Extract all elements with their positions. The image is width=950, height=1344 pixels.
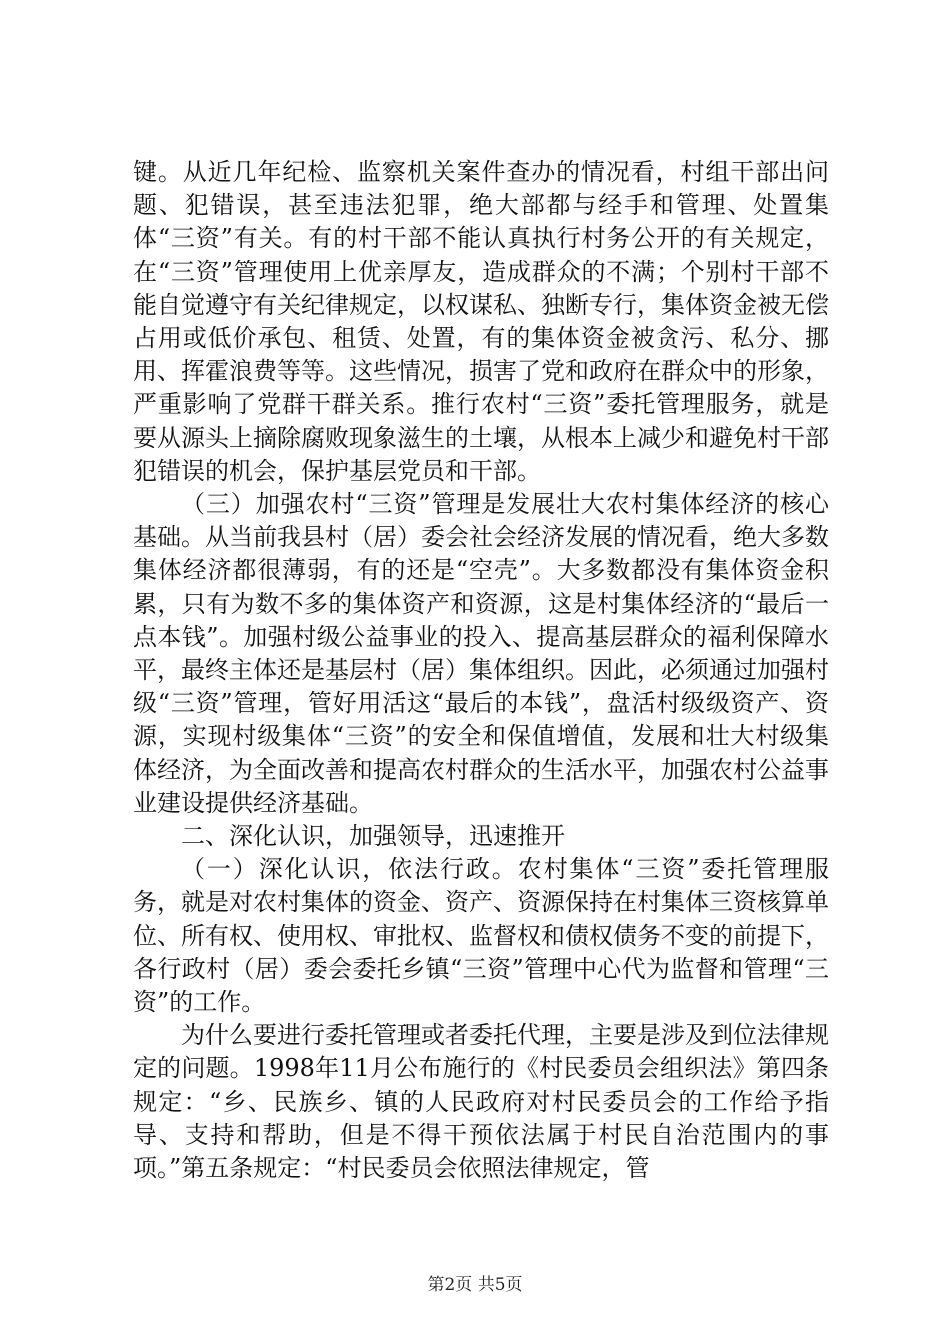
- document-body: [133, 156, 829, 1185]
- paragraph-legal-basis: 为什么要进行委托管理或者委托代理，主要是涉及到位法律规定的问题。1998年11月公布施行的《村民委员会组织法》第四条规定：“乡、民族乡、镇的人民政府对村民委员会的工作给予指导、支持和帮助，但是不得干预依法属于村民自治范围内的事项。”第五条规定：“村民委员会依照法律规定，管: [133, 1021, 829, 1183]
- paragraph-subsection-one: （一）深化认识，依法行政。农村集体“三资”委托管理服务，就是对农村集体的资金、资产、资源保持在村集体三资核算单位、所有权、使用权、审批权、监督权和债权债务不变的前提下，各行政村（居）委会委托乡镇“三资”管理中心代为监督和管理“三资”的工作。: [133, 855, 829, 1017]
- section-heading-two: 二、深化认识，加强领导，迅速推开: [181, 822, 565, 851]
- paragraph-continuation: 键。从近几年纪检、监察机关案件查办的情况看，村组干部出问题、犯错误，甚至违法犯罪，绝大部都与经手和管理、处置集体“三资”有关。有的村干部不能认真执行村务公开的有关规定，在“三资”管理使用上优亲厚友，造成群众的不满；个别村干部不能自觉遵守有关纪律规定，以权谋私、独断专行，集体资金被无偿占用或低价承包、租赁、处置，有的集体资金被贪污、私分、挪用、挥霍浪费等等。这些情况，损害了党和政府在群众中的形象，严重影响了党群干群关系。推行农村“三资”委托管理服务，就是要从源头上摘除腐败现象滋生的土壤，从根本上减少和避免村干部犯错误的机会，保护基层党员和干部。: [133, 158, 829, 485]
- page-number-footer: 第2页 共5页: [427, 1275, 523, 1295]
- paragraph-section-three: （三）加强农村“三资”管理是发展壮大农村集体经济的核心基础。从当前我县村（居）委会社会经济发展的情况看，绝大多数集体经济都很薄弱，有的还是“空壳”。大多数都没有集体资金积累，只有为数不多的集体资产和资源，这是村集体经济的“最后一点本钱”。加强村级公益事业的投入、提高基层群众的福利保障水平，最终主体还是基层村（居）集体组织。因此，必须通过加强村级“三资”管理，管好用活这“最后的本钱”，盘活村级级资产、资源，实现村级集体“三资”的安全和保值增值，发展和壮大村级集体经济，为全面改善和提高农村群众的生活水平，加强农村公益事业建设提供经济基础。: [133, 490, 829, 817]
